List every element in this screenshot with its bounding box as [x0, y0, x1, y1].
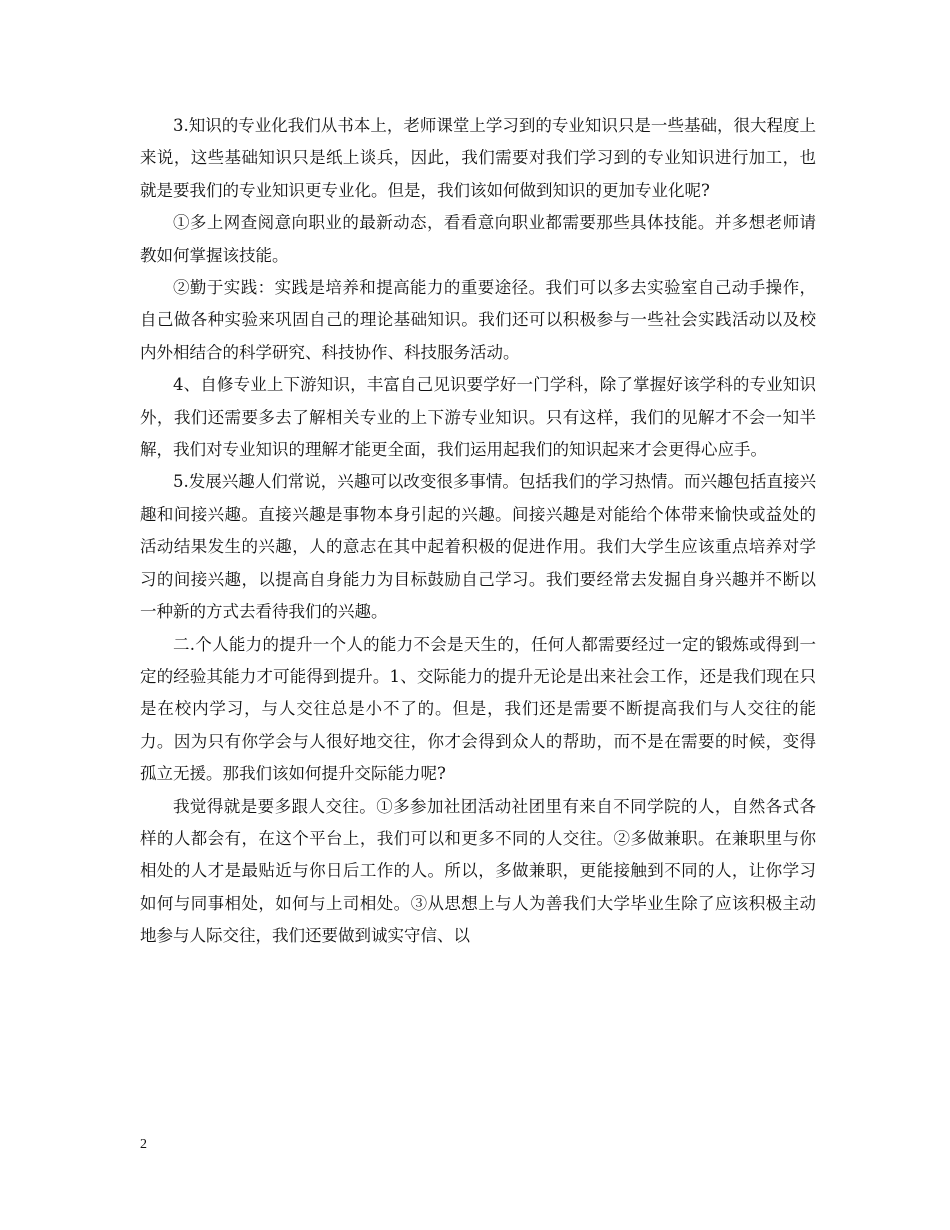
paragraph-develop-interest: 5.发展兴趣人们常说，兴趣可以改变很多事情。包括我们的学习热情。而兴趣包括直接兴趣和间接兴趣。直接兴趣是事物本身引起的兴趣。间接兴趣是对能给个体带来愉快或益处的活动结果发生的兴趣，人的意志在其中起着积极的促进作用。我们大学生应该重点培养对学习的间接兴趣，以提高自身能力为目标鼓励自己学习。我们要经常去发掘自身兴趣并不断以一种新的方式去看待我们的兴趣。 — [140, 472, 816, 622]
document-body — [140, 110, 816, 953]
paragraph-online-research: ①多上网查阅意向职业的最新动态，看看意向职业都需要那些具体技能。并多想老师请教如何掌握该技能。 — [140, 213, 816, 265]
paragraph-personal-ability: 二.个人能力的提升一个人的能力不会是天生的，任何人都需要经过一定的锻炼或得到一定的经验其能力才可能得到提升。1、交际能力的提升无论是出来社会工作，还是我们现在只是在校内学习，与人交往总是小不了的。但是，我们还是需要不断提高我们与人交往的能力。因为只有你学会与人很好地交往，你才会得到众人的帮助，而不是在需要的时候，变得孤立无援。那我们该如何提升交际能力呢? — [140, 634, 816, 784]
paragraph-related-knowledge: 4、自修专业上下游知识，丰富自己见识要学好一门学科，除了掌握好该学科的专业知识外，我们还需要多去了解相关专业的上下游专业知识。只有这样，我们的见解才不会一知半解，我们对专业知识的理解才能更全面，我们运用起我们的知识起来才会更得心应手。 — [140, 375, 816, 460]
paragraph-social-interaction: 我觉得就是要多跟人交往。①多参加社团活动社团里有来自不同学院的人，自然各式各样的人都会有，在这个平台上，我们可以和更多不同的人交往。②多做兼职。在兼职里与你相处的人才是最贴近与你日后工作的人。所以，多做兼职，更能接触到不同的人，让你学习如何与同事相处，如何与上司相处。③从思想上与人为善我们大学毕业生除了应该积极主动地参与人际交往，我们还要做到诚实守信、以 — [140, 796, 816, 946]
page-number: 2 — [140, 1137, 147, 1152]
paragraph-knowledge-specialization: 3.知识的专业化我们从书本上，老师课堂上学习到的专业知识只是一些基础，很大程度上来说，这些基础知识只是纸上谈兵，因此，我们需要对我们学习到的专业知识进行加工，也就是要我们的专业知识更专业化。但是，我们该如何做到知识的更加专业化呢? — [140, 116, 816, 200]
paragraph-practice: ②勤于实践：实践是培养和提高能力的重要途径。我们可以多去实验室自己动手操作，自己做各种实验来巩固自己的理论基础知识。我们还可以积极参与一些社会实践活动以及校内外相结合的科学研究、科技协作、科技服务活动。 — [140, 278, 816, 362]
